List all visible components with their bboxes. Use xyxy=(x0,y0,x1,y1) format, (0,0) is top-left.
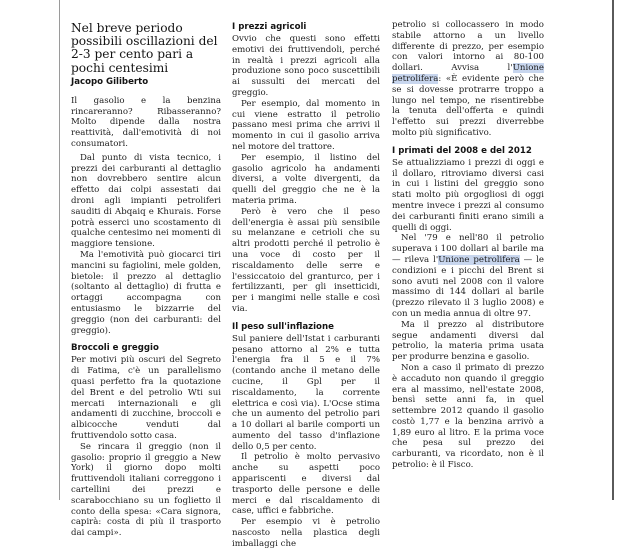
highlighted-text: Unione petrolifera xyxy=(438,254,520,265)
paragraph: Per esempio vi è petrolio nascosto nella plastica degli imballaggi che xyxy=(232,517,380,549)
paragraph: Non a caso il primato di prezzo è accaduto non quando il greggio era al massimo, nell'estate 2008, bensì sette anni fa, in quel settembre 2012 quando il gasolio costò 1,77 e la benzina arrivò a 1,89 euro al litro. E la prima voce che pesa sul prezzo dei carburanti, va ricordato, non è il petrolio: è il Fisco. xyxy=(392,362,544,471)
subheading: Broccoli e greggio xyxy=(71,343,159,354)
column-2 xyxy=(232,0,380,550)
paragraph xyxy=(392,20,544,139)
paragraph xyxy=(392,233,544,319)
paragraph: Se rincara il greggio (non il gasolio: proprio il greggio a New York) il giorno dopo molti fruttivendoli italiani correggono i cartellini dei prezzi e scarabocchiano su un foglietto il conto della spesa: «Cara signora, capirà: costa di più il trasporto dai campi». xyxy=(71,441,221,539)
subheading: I primati del 2008 e del 2012 xyxy=(392,145,532,156)
highlighted-text: Unione petrolifera xyxy=(392,63,544,84)
paragraph: Il petrolio è molto pervasivo anche su aspetti poco appariscenti e diversi dal trasporto delle persone e delle merci e dal riscaldamento di case, uffici e fabbriche. xyxy=(232,452,380,517)
right-page-edge xyxy=(612,0,614,500)
text-run: petrolio si collocassero in modo stabile attorno a un livello differente di prezzo, per esempio con valori intorno ai 80-100 dollari. Avvisa l' xyxy=(392,20,544,74)
article-byline: Jacopo Giliberto xyxy=(71,76,149,87)
article-headline: Nel breve periodo possibili oscillazioni del 2-3 per cento pari a pochi centesimi xyxy=(71,21,218,75)
text-run: : «È evidente però che se si dovesse protrarre troppo a lungo nel tempo, ne risentirebbe la tenuta dell'offerta e quindi l'effetto sui prezzi diverrebbe molto più significativo. xyxy=(392,73,544,138)
paragraph: Il gasolio e la benzina rincareranno? Ribasseranno? Molto dipende dalla nostra reattività, dall'emotività di noi consumatori. xyxy=(71,95,221,149)
left-column-rule xyxy=(59,0,60,500)
paragraph: Però è vero che il peso dell'energia è assai più sensibile su melanzane e cetrioli che su altri prodotti perché il petrolio è una voce di costo per il riscaldamento delle serre e l'essiccatoio del granturco, per i fertilizzanti, per gli insetticidi, per i mangimi nelle stalle e così via. xyxy=(232,206,380,314)
subheading: Il peso sull'inflazione xyxy=(232,321,334,332)
paragraph: Per esempio, il listino del gasolio agricolo ha andamenti diversi, a volte divergenti, da quelli del greggio che ne è la materia prima. xyxy=(232,152,380,206)
text-run: Nel '79 e nell'80 il petrolio superava i 100 dollari al barile ma — rileva l' xyxy=(392,233,544,265)
subheading: I prezzi agricoli xyxy=(232,22,307,32)
paragraph: Ma l'emotività può giocarci tiri mancini su fagiolini, mele golden, bietole: il prezzo al dettaglio (soltanto al dettaglio) di frutta e ortaggi accompagna con entusiasmo le bizzarrie del greggio (non dei carburanti: del greggio). xyxy=(71,249,221,336)
paragraph: Ma il prezzo al distributore segue andamenti diversi dal petrolio, la materia prima usata per produrre benzina e gasolio. xyxy=(392,319,544,363)
column-3 xyxy=(392,0,544,471)
paragraph: Per esempio, dal momento in cui viene estratto il petrolio passano mesi prima che arrivi il momento in cui il gasolio arriva nel motore del trattore. xyxy=(232,98,380,152)
paragraph: Per motivi più oscuri del Segreto di Fatima, c'è un parallelismo quasi perfetto fra la quotazione del Brent e del petrolio Wti sui mercati internazionali e gli andamenti di zucchine, broccoli e albicocche venduti dal fruttivendolo sotto casa. xyxy=(71,355,221,441)
column-1 xyxy=(71,0,221,539)
paragraph: Se attualizziamo i prezzi di oggi e il dollaro, ritroviamo diversi casi in cui i listini del greggio sono stati molto più orgogliosi di oggi mentre invece i prezzi al consumo dei carburanti finiti erano simili a quelli di oggi. xyxy=(392,157,544,233)
paragraph: Dal punto di vista tecnico, i prezzi dei carburanti al dettaglio non dovrebbero sentire alcun effetto dai colpi assestati dai droni agli impianti petroliferi sauditi di Abqaiq e Khurais. Forse potrà esserci uno scostamento di qualche centesimo nei momenti di maggiore tensione. xyxy=(71,152,221,250)
paragraph: Ovvio che questi sono effetti emotivi dei fruttivendoli, perché in realtà i prezzi agricoli alla produzione sono poco suscettibili ai sussulti dei mercati del greggio. xyxy=(232,34,380,98)
paragraph: Sul paniere dell'Istat i carburanti pesano attorno al 2% e tutta l'energia fra il 5 e il 7% (contando anche il metano delle cucine, il Gpl per il riscaldamento, la corrente elettrica e così via). L'Ocse stima che un aumento del petrolio pari a 10 dollari al barile comporti un aumento del tasso d'inflazione dello 0,5 per cento. xyxy=(232,333,380,452)
text-run: — le condizioni e i picchi del Brent si sono avuti nel 2008 con il valore massimo di 144 dollari al barile (prezzo rilevato il 3 luglio 2008) e con un media annua di oltre 97. xyxy=(392,254,544,319)
